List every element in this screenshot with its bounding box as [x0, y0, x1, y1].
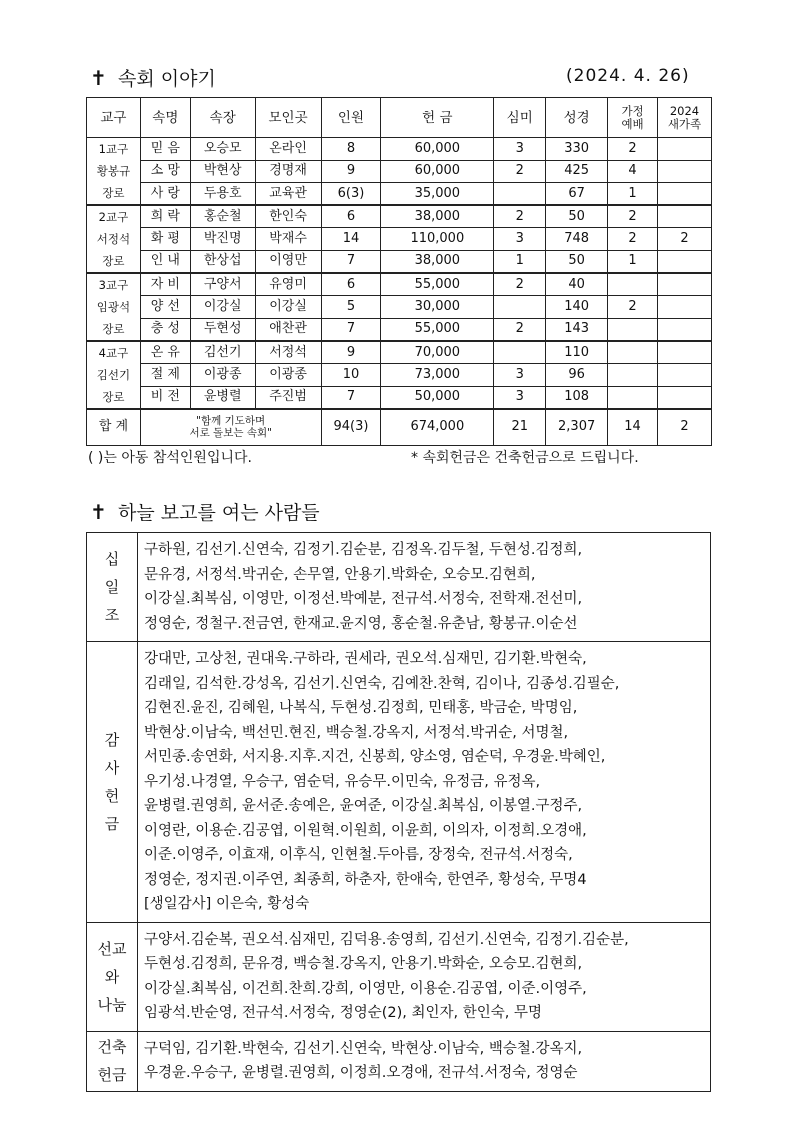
section-title-donors: [90, 498, 320, 525]
new-family: [658, 318, 712, 341]
district-label: [87, 205, 141, 273]
simi: 2: [494, 318, 546, 341]
table-row: [87, 183, 712, 206]
column-header-part: 가정: [621, 103, 644, 118]
bible-reading: 40: [546, 273, 608, 296]
donor-name-line: 정영순, 정지권.이주연, 최종희, 하춘자, 한애숙, 한연주, 황성숙, 무명4: [144, 871, 587, 888]
offering: 70,000: [381, 341, 494, 364]
cell-leader: 박현상: [190, 160, 255, 183]
table-row: [87, 205, 712, 228]
donor-name-line: 이강실.최복심, 이영만, 이정선.박예분, 전규석.서정숙, 전학재.전선미,: [144, 591, 583, 607]
cell-name: 인 내: [140, 250, 190, 273]
category-char: 와: [104, 967, 120, 986]
donor-row: [87, 533, 711, 642]
bible-reading: 108: [546, 386, 608, 409]
simi: 2: [494, 205, 546, 228]
meeting-place: 교육관: [255, 183, 321, 206]
meeting-place: 주진범: [255, 386, 321, 409]
donor-name-line: 서민종.송연화, 서지용.지후.지건, 신봉희, 양소영, 염순덕, 우경윤.박혜인,: [144, 749, 606, 765]
simi: 3: [494, 386, 546, 409]
cell-name: 절 제: [140, 364, 190, 387]
simi: 2: [494, 273, 546, 296]
offering: 60,000: [381, 138, 494, 161]
simi: 3: [494, 364, 546, 387]
donor-name-line: 구덕임, 김기환.박현숙, 김선기.신연숙, 박현상.이남숙, 백승철.강옥지,: [144, 1040, 583, 1057]
donor-name-line: 강대만, 고상천, 권대욱.구하라, 권세라, 권오석.심재민, 김기환.박현숙,: [144, 651, 587, 667]
donor-names: [138, 922, 711, 1031]
table-row: [87, 341, 712, 364]
bible-reading: 50: [546, 205, 608, 228]
column-header: 교구: [87, 98, 141, 138]
offering: 55,000: [381, 318, 494, 341]
meeting-place: 경명재: [255, 160, 321, 183]
cell-name: 양 선: [140, 296, 190, 319]
cell-name: 온 유: [140, 341, 190, 364]
family-worship: 1: [608, 250, 658, 273]
donor-table: [86, 532, 711, 1092]
donor-name-line: 구양서.김순복, 권오석.심재민, 김덕용.송영희, 김선기.신연숙, 김정기.김순분,: [144, 931, 629, 948]
motto-line: 서로 돌보는 속회": [189, 427, 272, 440]
meeting-place: 이강실: [255, 296, 321, 319]
table-row: [87, 250, 712, 273]
bible-reading: 425: [546, 160, 608, 183]
donor-category: [87, 642, 138, 923]
donor-name-line: [생일감사] 이은숙, 황성숙: [144, 896, 310, 912]
family-worship: 2: [608, 138, 658, 161]
family-worship: 2: [608, 228, 658, 251]
attendance: 14: [321, 228, 381, 251]
column-header-part: 새가족: [667, 116, 702, 131]
offering-note: * 속회헌금은 건축헌금으로 드립니다.: [411, 450, 639, 466]
donor-names: [138, 533, 711, 642]
donor-category: [87, 922, 138, 1031]
column-header: 심미: [494, 98, 546, 138]
table-row: [87, 273, 712, 296]
cell-name: 자 비: [140, 273, 190, 296]
category-char: 금: [104, 814, 120, 833]
donor-names: [138, 642, 711, 923]
cell-leader: 두용호: [190, 183, 255, 206]
attendance: 7: [321, 318, 381, 341]
offering: 50,000: [381, 386, 494, 409]
meeting-place: 서정석: [255, 341, 321, 364]
category-char: 나눔: [97, 995, 127, 1014]
column-header: [608, 98, 658, 138]
district-label-line: 3교구: [98, 278, 129, 292]
bible-reading: 110: [546, 341, 608, 364]
donor-name-line: 윤병렬.권영희, 윤서준.송예은, 윤여준, 이강실.최복심, 이봉열.구정주,: [144, 798, 583, 814]
cell-leader: 윤병렬: [190, 386, 255, 409]
donor-row: [87, 1031, 711, 1091]
cell-leader: 구양서: [190, 273, 255, 296]
new-family: [658, 205, 712, 228]
new-family: [658, 250, 712, 273]
donor-name-line: 김래일, 김석한.강성옥, 김선기.신연숙, 김예찬.찬혁, 김이나, 김종성.김필순,: [144, 675, 620, 692]
column-header: 헌 금: [381, 98, 494, 138]
attendance: 9: [321, 341, 381, 364]
donor-name-line: 이준.이영주, 이효재, 이후식, 인현철.두아름, 장정숙, 전규석.서정숙,: [144, 847, 573, 863]
new-family: [658, 296, 712, 319]
district-label-line: 장로: [102, 390, 125, 404]
column-header: [658, 98, 712, 138]
donor-name-line: 이강실.최복심, 이건희.찬희.강희, 이영만, 이용순.김공엽, 이준.이영주,: [144, 980, 587, 997]
simi: [494, 183, 546, 206]
table-row: [87, 318, 712, 341]
total-newfam: 2: [658, 409, 712, 445]
cross-icon: ✝: [90, 65, 107, 90]
cell-name: 사 랑: [140, 183, 190, 206]
new-family: [658, 183, 712, 206]
donor-category: [87, 1031, 138, 1091]
donor-name-line: 우경윤.우승구, 윤병렬.권영희, 이정희.오경애, 전규석.서정숙, 정영순: [144, 1065, 578, 1081]
donor-name-line: 박현상.이남숙, 백선민.현진, 백승철.강옥지, 서정석.박귀순, 서명철,: [144, 724, 569, 741]
donor-row: [87, 642, 711, 923]
total-worship: 14: [608, 409, 658, 445]
family-worship: [608, 341, 658, 364]
cell-meeting-table: [86, 97, 712, 446]
family-worship: 2: [608, 296, 658, 319]
donor-name-line: 임광석.반순영, 전규석.서정숙, 정영순(2), 최인자, 한인숙, 무명: [144, 1005, 543, 1021]
bible-reading: 50: [546, 250, 608, 273]
family-worship: 4: [608, 160, 658, 183]
meeting-place: 유영미: [255, 273, 321, 296]
offering: 30,000: [381, 296, 494, 319]
category-char: 선교: [97, 939, 127, 958]
cell-name: 희 락: [140, 205, 190, 228]
district-label-line: 김선기: [96, 368, 131, 382]
category-char: 십: [104, 550, 120, 568]
offering: 55,000: [381, 273, 494, 296]
family-worship: [608, 318, 658, 341]
simi: 2: [494, 160, 546, 183]
donor-category: [87, 533, 138, 642]
district-label-line: 4교구: [98, 346, 129, 360]
new-family: [658, 364, 712, 387]
table-row: [87, 296, 712, 319]
new-family: [658, 273, 712, 296]
bible-reading: 330: [546, 138, 608, 161]
category-char: 헌금: [97, 1066, 127, 1084]
total-bible: 2,307: [546, 409, 608, 445]
cell-leader: 이강실: [190, 296, 255, 319]
bible-reading: 143: [546, 318, 608, 341]
offering: 110,000: [381, 228, 494, 251]
family-worship: [608, 273, 658, 296]
column-header: 속장: [190, 98, 255, 138]
offering: 38,000: [381, 205, 494, 228]
cell-leader: 홍순철: [190, 205, 255, 228]
district-label-line: 황봉규: [96, 164, 131, 178]
section-title-text: 하늘 보고를 여는 사람들: [118, 502, 320, 524]
attendance: 7: [321, 386, 381, 409]
meeting-place: 온라인: [255, 138, 321, 161]
attendance: 10: [321, 364, 381, 387]
child-attendance-note: ( )는 아동 참석인원입니다.: [88, 450, 252, 466]
bible-reading: 748: [546, 228, 608, 251]
attendance: 8: [321, 138, 381, 161]
attendance: 7: [321, 250, 381, 273]
attendance: 6(3): [321, 183, 381, 206]
donor-name-line: 김현진.윤진, 김혜원, 나복식, 두현성.김정희, 민태홍, 박금순, 박명임,: [144, 700, 578, 716]
new-family: [658, 341, 712, 364]
total-count: 94(3): [321, 409, 381, 445]
attendance: 6: [321, 273, 381, 296]
category-char: 일: [104, 578, 120, 596]
table-row: [87, 228, 712, 251]
donor-name-line: 정영순, 정철구.전금연, 한재교.윤지영, 홍순철.유춘남, 황봉규.이순선: [144, 615, 578, 632]
column-header: 성경: [546, 98, 608, 138]
cell-leader: 이광종: [190, 364, 255, 387]
meeting-place: 박재수: [255, 228, 321, 251]
family-worship: [608, 386, 658, 409]
total-motto: [140, 409, 321, 445]
new-family: [658, 386, 712, 409]
table-row: [87, 364, 712, 387]
column-header: 인원: [321, 98, 381, 138]
column-header: 모인곳: [255, 98, 321, 138]
simi: 1: [494, 250, 546, 273]
category-char: 감: [104, 730, 120, 749]
attendance: 9: [321, 160, 381, 183]
cell-leader: 박진명: [190, 228, 255, 251]
district-label-line: 서정석: [96, 232, 131, 246]
district-label-line: 장로: [102, 254, 125, 268]
category-char: 조: [104, 606, 120, 624]
column-header-part: 예배: [621, 116, 644, 131]
motto-line: "함께 기도하며: [196, 415, 266, 428]
total-simi: 21: [494, 409, 546, 445]
district-label-line: 2교구: [98, 210, 129, 224]
total-label: 합 계: [87, 409, 141, 445]
donor-name-line: 구하원, 김선기.신연숙, 김정기.김순분, 김정옥.김두철, 두현성.김정희,: [144, 542, 583, 558]
total-offering: 674,000: [381, 409, 494, 445]
simi: 3: [494, 138, 546, 161]
category-char: 건축: [97, 1038, 127, 1056]
offering: 73,000: [381, 364, 494, 387]
cell-name: 충 성: [140, 318, 190, 341]
family-worship: 1: [608, 183, 658, 206]
cell-leader: 오승모: [190, 138, 255, 161]
category-char: 사: [104, 758, 120, 777]
cell-name: 비 전: [140, 386, 190, 409]
cell-leader: 김선기: [190, 341, 255, 364]
section-title-text: 속회 이야기: [118, 68, 216, 90]
simi: 3: [494, 228, 546, 251]
cell-name: 화 평: [140, 228, 190, 251]
bible-reading: 96: [546, 364, 608, 387]
meeting-place: 애찬관: [255, 318, 321, 341]
attendance: 5: [321, 296, 381, 319]
family-worship: [608, 364, 658, 387]
donor-name-line: 이영란, 이용순.김공엽, 이원혁.이원희, 이윤희, 이의자, 이정희.오경애,: [144, 822, 587, 839]
attendance: 6: [321, 205, 381, 228]
cell-name: 소 망: [140, 160, 190, 183]
table-row: [87, 386, 712, 409]
new-family: [658, 160, 712, 183]
district-label-line: 임광석: [96, 300, 131, 314]
simi: [494, 341, 546, 364]
family-worship: 2: [608, 205, 658, 228]
cell-leader: 두현성: [190, 318, 255, 341]
cross-icon: ✝: [90, 499, 107, 524]
table-row: [87, 160, 712, 183]
category-char: 헌: [104, 786, 120, 805]
donor-row: [87, 922, 711, 1031]
district-label-line: 장로: [102, 322, 125, 336]
simi: [494, 296, 546, 319]
cell-name: 믿 음: [140, 138, 190, 161]
meeting-place: 이광종: [255, 364, 321, 387]
offering: 35,000: [381, 183, 494, 206]
new-family: 2: [658, 228, 712, 251]
section-title-cell-story: [90, 64, 216, 91]
table-row: [87, 138, 712, 161]
cell-leader: 한상섭: [190, 250, 255, 273]
offering: 38,000: [381, 250, 494, 273]
meeting-place: 이영만: [255, 250, 321, 273]
bible-reading: 67: [546, 183, 608, 206]
column-header-part: 2024: [669, 103, 700, 118]
donor-name-line: 우기성.나경열, 우승구, 염순덕, 유승무.이민숙, 유정금, 유정옥,: [144, 773, 541, 790]
district-label: [87, 273, 141, 341]
district-label: [87, 138, 141, 206]
new-family: [658, 138, 712, 161]
district-label-line: 장로: [102, 186, 125, 200]
report-date: (2024. 4. 26): [566, 66, 690, 86]
column-header: 속명: [140, 98, 190, 138]
donor-names: [138, 1031, 711, 1091]
district-label-line: 1교구: [98, 142, 129, 156]
offering: 60,000: [381, 160, 494, 183]
meeting-place: 한인숙: [255, 205, 321, 228]
bible-reading: 140: [546, 296, 608, 319]
donor-name-line: 두현성.김정희, 문유경, 백승철.강옥지, 안용기.박화순, 오승모.김현희,: [144, 956, 583, 972]
donor-name-line: 문유경, 서정석.박귀순, 손무열, 안용기.박화순, 오승모.김현희,: [144, 566, 536, 583]
district-label: [87, 341, 141, 409]
